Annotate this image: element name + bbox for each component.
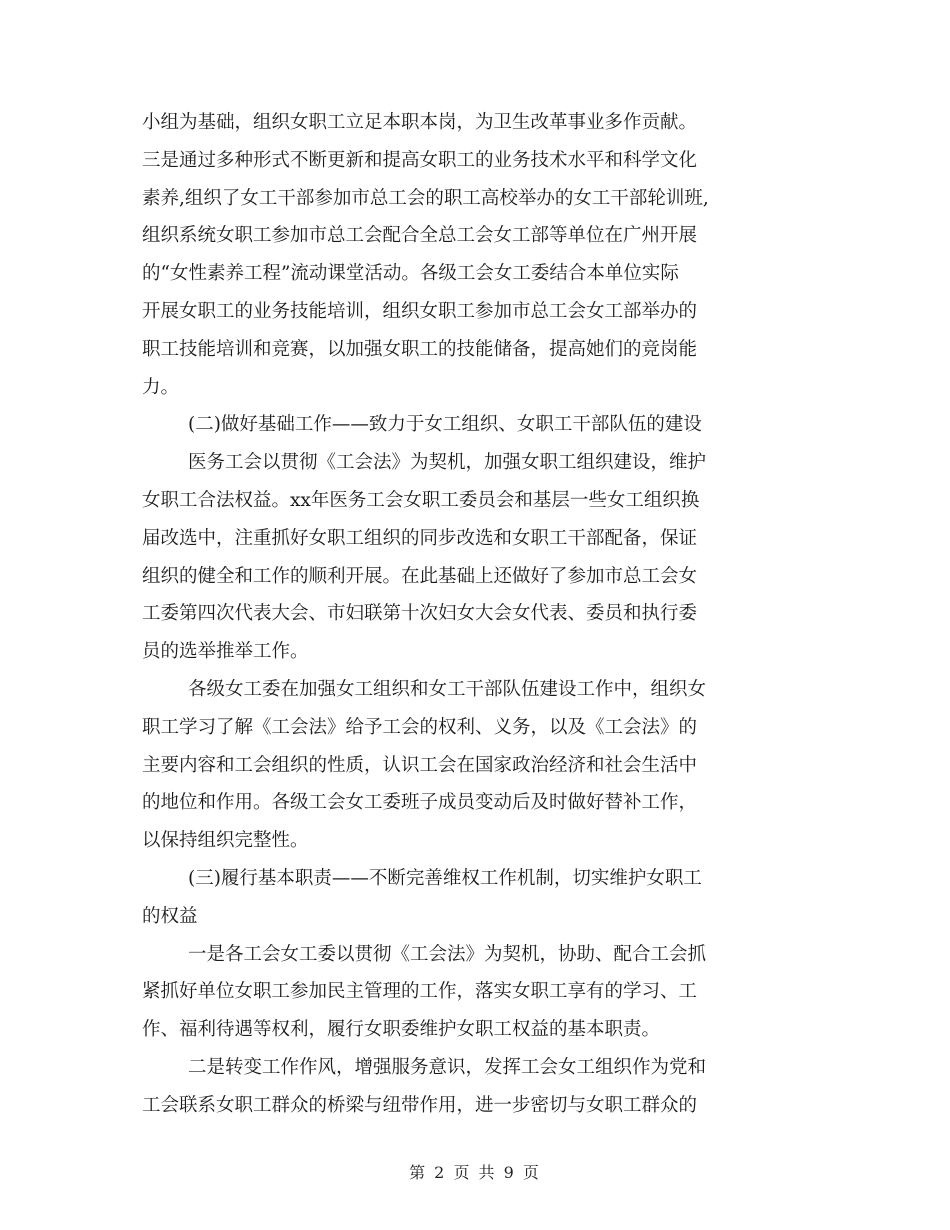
text-line: 职工技能培训和竞赛，以加强女职工的技能储备，提高她们的竞岗能	[142, 338, 698, 360]
text-line: 职工学习了解《工会法》给予工会的权利、义务，以及《工会法》的	[142, 716, 698, 738]
text-line: 女职工合法权益。xx年医务工会女职工委员会和基层一些女工组织换	[142, 489, 700, 511]
text-line: 医务工会以贯彻《工会法》为契机，加强女职工组织建设，维护	[188, 452, 707, 474]
text-line: 力。	[142, 376, 180, 398]
text-line: 开展女职工的业务技能培训，组织女职工参加市总工会女工部举办的	[142, 300, 698, 322]
text-line: 组织系统女职工参加市总工会配合全总工会女工部等单位在广州开展	[142, 225, 698, 247]
text-line: (三)履行基本职责——不断完善维权工作机制，切实维护女职工	[188, 867, 702, 889]
text-line: 主要内容和工会组织的性质，认识工会在国家政治经济和社会生活中	[142, 754, 698, 776]
text-line: 三是通过多种形式不断更新和提高女职工的业务技术水平和科学文化	[142, 149, 698, 171]
text-line: 工会联系女职工群众的桥梁与纽带作用，进一步密切与女职工群众的	[142, 1094, 698, 1116]
text-line: 二是转变工作作风，增强服务意识，发挥工会女工组织作为党和	[188, 1056, 707, 1078]
text-line: 作、福利待遇等权利，履行女职委维护女职工权益的基本职责。	[142, 1019, 661, 1041]
text-line: 工委第四次代表大会、市妇联第十次妇女大会女代表、委员和执行委	[142, 603, 698, 625]
text-line: 组织的健全和工作的顺利开展。在此基础上还做好了参加市总工会女	[142, 565, 698, 587]
page-footer: 第 2 页 共 9 页	[409, 1163, 541, 1182]
text-line: 的权益	[142, 905, 198, 927]
text-line: 的地位和作用。各级工会女工委班子成员变动后及时做好替补工作，	[142, 792, 698, 814]
text-line: 紧抓好单位女职工参加民主管理的工作，落实女职工享有的学习、工	[142, 981, 698, 1003]
text-line: 以保持组织完整性。	[142, 830, 309, 852]
text-line: 小组为基础，组织女职工立足本职本岗，为卫生改革事业多作贡献。	[142, 112, 698, 133]
text-line: 素养,组织了女工干部参加市总工会的职工高校举办的女工干部轮训班,	[142, 187, 709, 209]
text-line: 各级女工委在加强女工组织和女工干部队伍建设工作中，组织女	[188, 678, 707, 700]
text-line: 届改选中，注重抓好女职工组织的同步改选和女职工干部配备，保证	[142, 527, 698, 549]
document-body	[142, 104, 822, 1125]
text-line: 员的选举推举工作。	[142, 641, 309, 663]
text-line: (二)做好基础工作——致力于女工组织、女职工干部队伍的建设	[188, 414, 702, 436]
text-line: 一是各工会女工委以贯彻《工会法》为契机，协助、配合工会抓	[188, 943, 707, 965]
text-line: 的“女性素养工程”流动课堂活动。各级工会女工委结合本单位实际	[142, 263, 679, 285]
